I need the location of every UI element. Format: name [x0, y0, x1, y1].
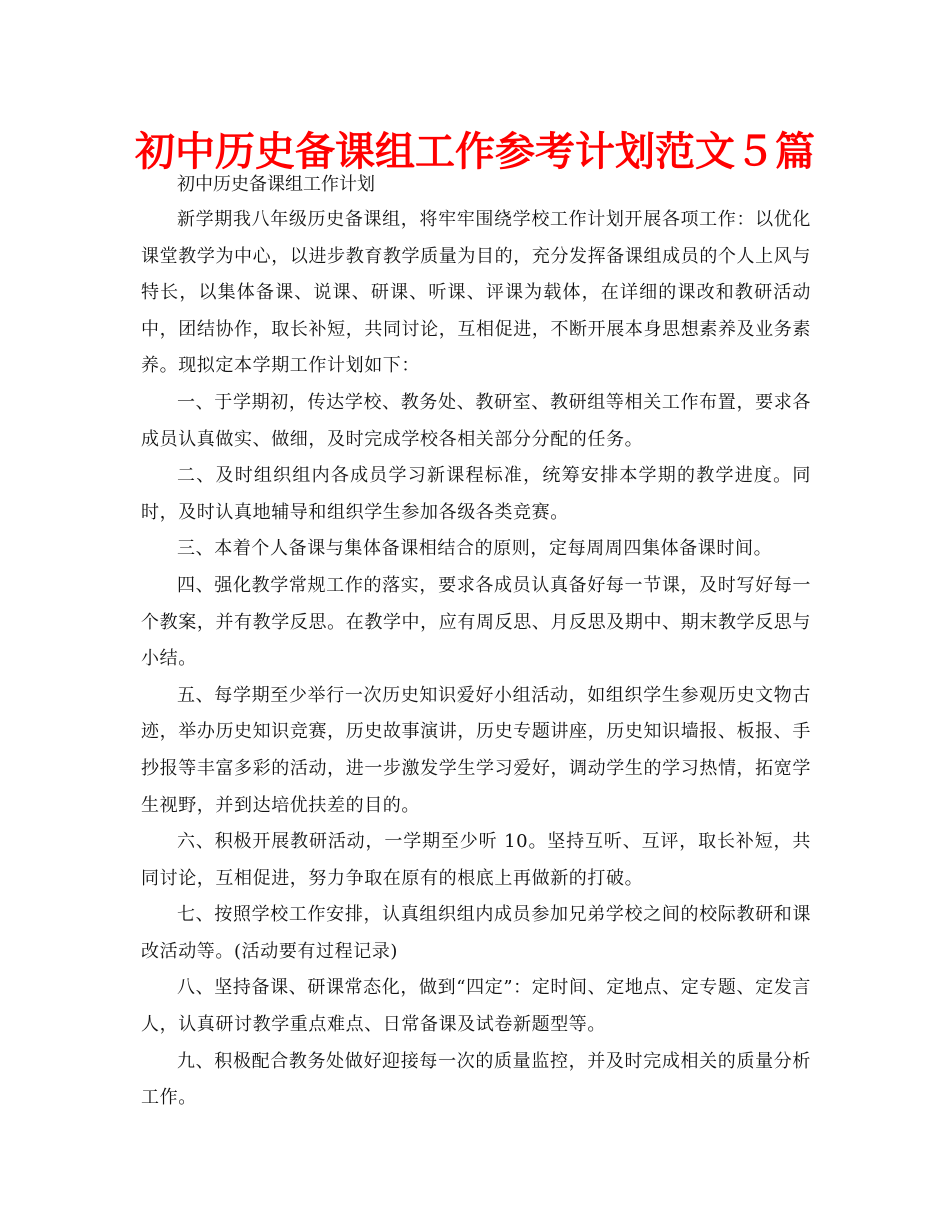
paragraph-item-6: 六、积极开展教研活动，一学期至少听 10。坚持互听、互评，取长补短，共同讨论，互相促进，努力争取在原有的根底上再做新的打破。	[141, 831, 811, 889]
paragraph-item-3: 三、本着个人备课与集体备课相结合的原则，定每周周四集体备课时间。	[177, 538, 773, 560]
paragraph-item-2: 二、及时组织组内各成员学习新课程标准，统筹安排本学期的教学进度。同时，及时认真地辅导和组织学生参加各级各类竞赛。	[141, 465, 811, 523]
paragraph-item-5: 五、每学期至少举行一次历史知识爱好小组活动，如组织学生参观历史文物古迹，举办历史知识竞赛，历史故事演讲，历史专题讲座，历史知识墙报、板报、手抄报等丰富多彩的活动，进一步激发学生学习爱好，调动学生的学习热情，拓宽学生视野，并到达培优扶差的目的。	[141, 684, 811, 816]
paragraph-item-7: 七、按照学校工作安排，认真组织组内成员参加兄弟学校之间的校际教研和课改活动等。(活动要有过程记录)	[141, 904, 811, 962]
paragraph-item-1: 一、于学期初，传达学校、教务处、教研室、教研组等相关工作布置，要求各成员认真做实、做细，及时完成学校各相关部分分配的任务。	[141, 391, 811, 450]
paragraph-item-4: 四、强化教学常规工作的落实，要求各成员认真备好每一节课，及时写好每一个教案，并有教学反思。在教学中，应有周反思、月反思及期中、期末教学反思与小结。	[141, 574, 811, 670]
document-title: 初中历史备课组工作参考计划范文５篇	[135, 129, 815, 175]
paragraph-intro: 新学期我八年级历史备课组，将牢牢围绕学校工作计划开展各项工作：以优化课堂教学为中心，以进步教育教学质量为目的，充分发挥备课组成员的个人上风与特长，以集体备课、说课、研课、听课、评课为载体，在详细的课改和教研活动中，团结协作，取长补短，共同讨论，互相促进，不断开展本身思想素养及业务素养。现拟定本学期工作计划如下：	[141, 209, 811, 377]
document-subtitle: 初中历史备课组工作计划	[177, 174, 375, 195]
paragraph-item-8: 八、坚持备课、研课常态化，做到“四定”：定时间、定地点、定专题、定发言人，认真研讨教学重点难点、日常备课及试卷新题型等。	[141, 977, 811, 1036]
document-body	[141, 168, 811, 1117]
paragraph-item-9: 九、积极配合教务处做好迎接每一次的质量监控，并及时完成相关的质量分析工作。	[141, 1050, 811, 1109]
